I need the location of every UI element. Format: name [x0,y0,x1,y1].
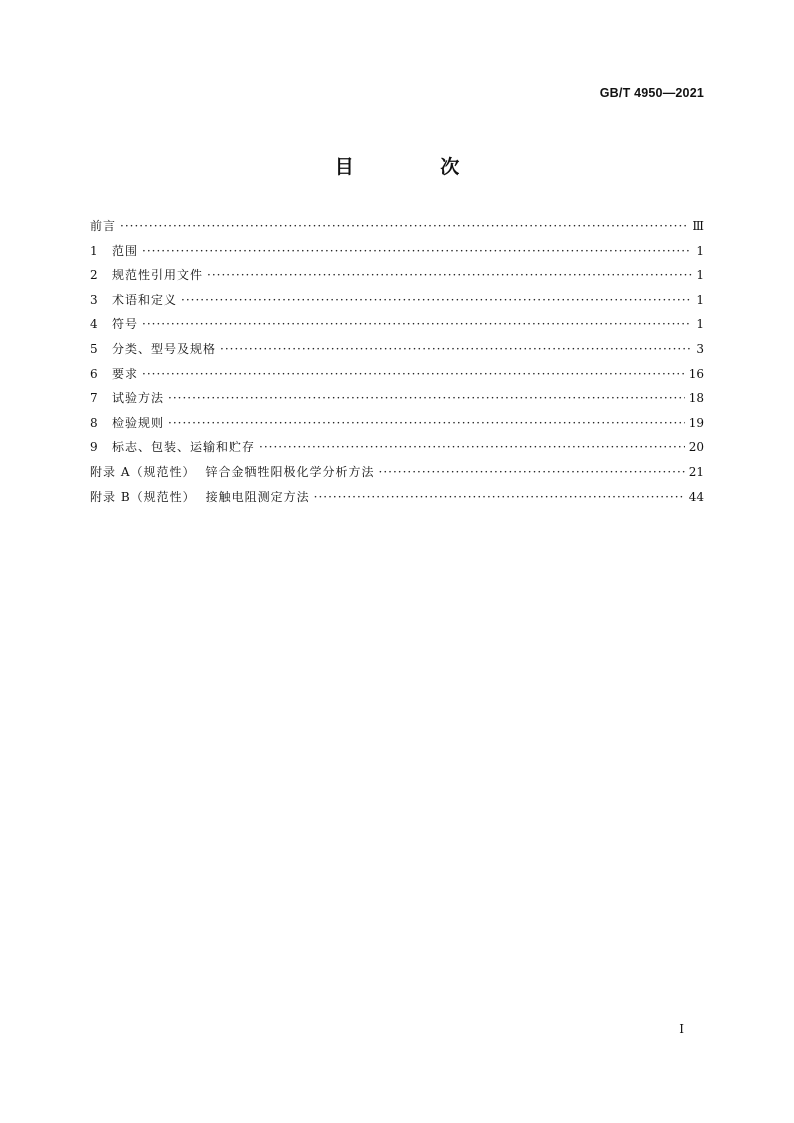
standard-number: GB/T 4950—2021 [599,86,704,100]
toc-leader-dots [142,312,692,337]
toc-entry-terms[interactable] [90,288,704,313]
toc-entry-normative-references[interactable] [90,263,704,288]
toc-entry-page: 19 [688,415,704,430]
toc-entry-page: 18 [688,391,704,406]
page-number: Ⅰ [679,1022,684,1036]
toc-entry-number: 8 [90,415,98,430]
toc-entry-label: 要求 [112,366,139,381]
toc-entry-page: 1 [696,268,704,283]
toc-entry-label [90,460,375,485]
toc-leader-dots [379,460,685,485]
toc-entry-page: 1 [696,292,704,307]
toc-entry-page: 16 [688,366,704,381]
toc-entry-label [90,485,310,510]
annex-tag: 附录 A（规范性） [90,464,196,479]
annex-tag: 附录 B（规范性） [90,489,196,504]
toc-entry-label: 检验规则 [112,415,165,430]
toc-leader-dots [120,214,688,239]
annex-title: 锌合金牺牲阳极化学分析方法 [205,464,375,479]
toc-entry-scope[interactable] [90,239,704,264]
toc-leader-dots [142,239,692,264]
toc-entry-number: 6 [90,366,98,381]
toc-entry-page: 44 [688,489,704,504]
toc-entry-marking-packaging[interactable] [90,435,704,460]
toc-entry-number: 1 [90,243,98,258]
toc-entry-requirements[interactable] [90,362,704,387]
toc-leader-dots [181,288,692,313]
toc-entry-label: 分类、型号及规格 [112,341,217,356]
toc-entry-page: 1 [696,317,704,332]
toc-entry-number: 5 [90,341,98,356]
toc-entry-number: 9 [90,440,98,455]
toc-entry-test-methods[interactable] [90,386,704,411]
toc-entry-annex-a[interactable] [90,460,704,485]
toc-entry-classification[interactable] [90,337,704,362]
toc-entry-annex-b[interactable] [90,485,704,510]
toc-entry-label: 前言 [90,219,117,233]
toc-entry-number: 4 [90,317,98,332]
toc-entry-number: 7 [90,391,98,406]
toc-entry-label: 符号 [112,317,139,332]
toc-entry-foreword[interactable] [90,214,704,239]
toc-entry-page: 20 [688,440,704,455]
toc-leader-dots [259,435,685,460]
toc-leader-dots [314,485,685,510]
toc-entry-label: 规范性引用文件 [112,268,204,283]
toc-leader-dots [168,411,685,436]
toc-entry-number: 3 [90,292,98,307]
toc-leader-dots [168,386,685,411]
toc-leader-dots [220,337,692,362]
toc-entry-label: 试验方法 [112,391,165,406]
toc-entry-symbols[interactable] [90,312,704,337]
toc-entry-inspection-rules[interactable] [90,411,704,436]
toc-entry-page: 21 [688,464,704,479]
toc-entry-number: 2 [90,268,98,283]
toc-entry-page: 3 [696,341,704,356]
toc-leader-dots [142,362,685,387]
toc-entry-label: 术语和定义 [112,292,178,307]
toc-entry-page: 1 [696,243,704,258]
toc-leader-dots [207,263,692,288]
toc-entry-page: Ⅲ [692,219,704,233]
table-of-contents [90,214,704,509]
annex-title: 接触电阻测定方法 [205,489,310,504]
page-title: 目 次 [334,156,500,178]
toc-entry-label: 范围 [112,243,139,258]
toc-entry-label: 标志、包装、运输和贮存 [112,440,256,455]
